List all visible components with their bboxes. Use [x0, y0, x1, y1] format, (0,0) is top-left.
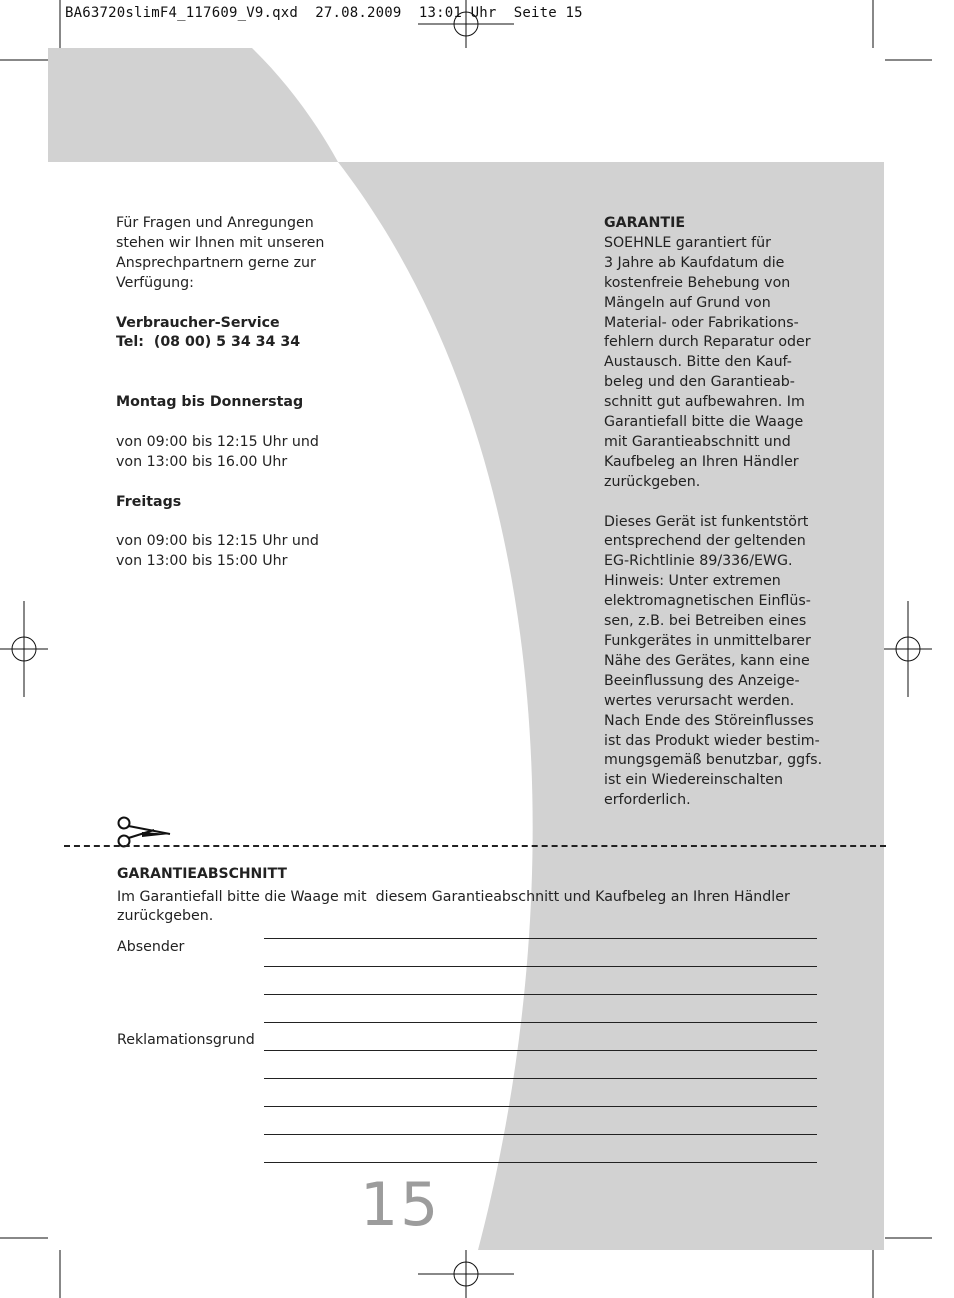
guarantee-text-line: beleg und den Garantieab-: [604, 374, 795, 391]
intro-line: Verfügung:: [116, 274, 194, 291]
emc-notice-line: mungsgemäß benutzbar, ggfs.: [604, 752, 823, 769]
coupon-instructions: Im Garantiefall bitte die Waage mit diesem Garantieabschnitt und Kaufbeleg an Ihren Händler zurückgeben.: [117, 889, 795, 924]
friday-title: Freitags: [116, 493, 182, 510]
weekday-hours: von 09:00 bis 12:15 Uhr und: [116, 433, 319, 450]
guarantee-text-line: fehlern durch Reparatur oder: [604, 334, 811, 351]
emc-notice-line: wertes verursacht werden.: [604, 692, 795, 709]
emc-notice-text: [604, 513, 834, 812]
intro-line: Ansprechpartnern gerne zur: [116, 254, 316, 271]
weekday-title: Montag bis Donnerstag: [116, 394, 304, 411]
emc-notice-line: Funkgerätes in unmittelbarer: [604, 633, 811, 650]
intro-line: Für Fragen und Anregungen: [116, 215, 314, 231]
reason-line[interactable]: [264, 1078, 817, 1079]
guarantee-text-line: 3 Jahre ab Kaufdatum die: [604, 254, 785, 271]
emc-notice-line: elektromagnetischen Einflüs-: [604, 593, 811, 610]
emc-notice-line: ist das Produkt wieder bestim-: [604, 732, 820, 749]
emc-notice-line: Beeinflussung des Anzeige-: [604, 672, 800, 689]
service-phone: Tel: (08 00) 5 34 34 34: [116, 334, 301, 351]
emc-notice-line: sen, z.B. bei Betreiben eines: [604, 613, 807, 630]
service-title: Verbraucher-Service: [116, 314, 280, 331]
reason-line[interactable]: [264, 1162, 817, 1163]
contact-column: [116, 214, 376, 572]
guarantee-text-line: Mängeln auf Grund von: [604, 294, 771, 311]
emc-notice-line: ist ein Wiedereinschalten: [604, 772, 783, 789]
guarantee-text-line: Austausch. Bitte den Kauf-: [604, 354, 792, 371]
weekday-hours: von 13:00 bis 16.00 Uhr: [116, 453, 288, 470]
emc-notice-line: Hinweis: Unter extremen: [604, 573, 781, 590]
guarantee-title: GARANTIE: [604, 215, 686, 231]
emc-notice-line: EG-Richtlinie 89/336/EWG.: [604, 553, 793, 570]
guarantee-text-line: Garantiefall bitte die Waage: [604, 414, 804, 431]
emc-notice-line: Nach Ende des Störeinflusses: [604, 712, 814, 729]
sender-label: Absender: [117, 939, 185, 955]
guarantee-text-line: Kaufbeleg an Ihren Händler: [604, 453, 799, 470]
page-number: 15: [360, 1170, 441, 1240]
guarantee-text-line: SOEHNLE garantiert für: [604, 234, 771, 251]
guarantee-text-line: kostenfreie Behebung von: [604, 274, 791, 291]
header-filename: BA63720slimF4_117609_V9.qxd: [65, 5, 298, 21]
emc-notice-line: erforderlich.: [604, 792, 691, 809]
guarantee-text-line: zurückgeben.: [604, 473, 701, 490]
guarantee-text-line: Material- oder Fabrikations-: [604, 314, 799, 331]
sender-line[interactable]: [264, 1022, 817, 1023]
friday-hours: von 09:00 bis 12:15 Uhr und: [116, 533, 319, 550]
intro-line: stehen wir Ihnen mit unseren: [116, 234, 325, 251]
guarantee-text: [604, 234, 834, 493]
header-date: 27.08.2009: [315, 5, 402, 21]
emc-notice-line: entsprechend der geltenden: [604, 533, 806, 550]
cut-line: [64, 845, 886, 847]
sender-line[interactable]: [264, 966, 817, 967]
header-time: 13:01 Uhr: [418, 5, 497, 21]
header-page: Seite 15: [513, 5, 583, 21]
guarantee-text-line: mit Garantieabschnitt und: [604, 433, 791, 450]
reason-line[interactable]: [264, 1050, 817, 1051]
guarantee-text-line: schnitt gut aufbewahren. Im: [604, 394, 805, 411]
coupon-title: GARANTIEABSCHNITT: [117, 866, 287, 882]
reason-line[interactable]: [264, 1134, 817, 1135]
sender-line[interactable]: [264, 994, 817, 995]
emc-notice-line: Dieses Gerät ist funkentstört: [604, 513, 809, 530]
emc-notice-line: Nähe des Gerätes, kann eine: [604, 652, 810, 669]
reason-label: Reklamationsgrund: [117, 1032, 255, 1048]
sender-line[interactable]: [264, 938, 817, 939]
print-header: [65, 5, 583, 21]
guarantee-column: [604, 214, 834, 811]
friday-hours: von 13:00 bis 15:00 Uhr: [116, 553, 288, 570]
reason-line[interactable]: [264, 1106, 817, 1107]
